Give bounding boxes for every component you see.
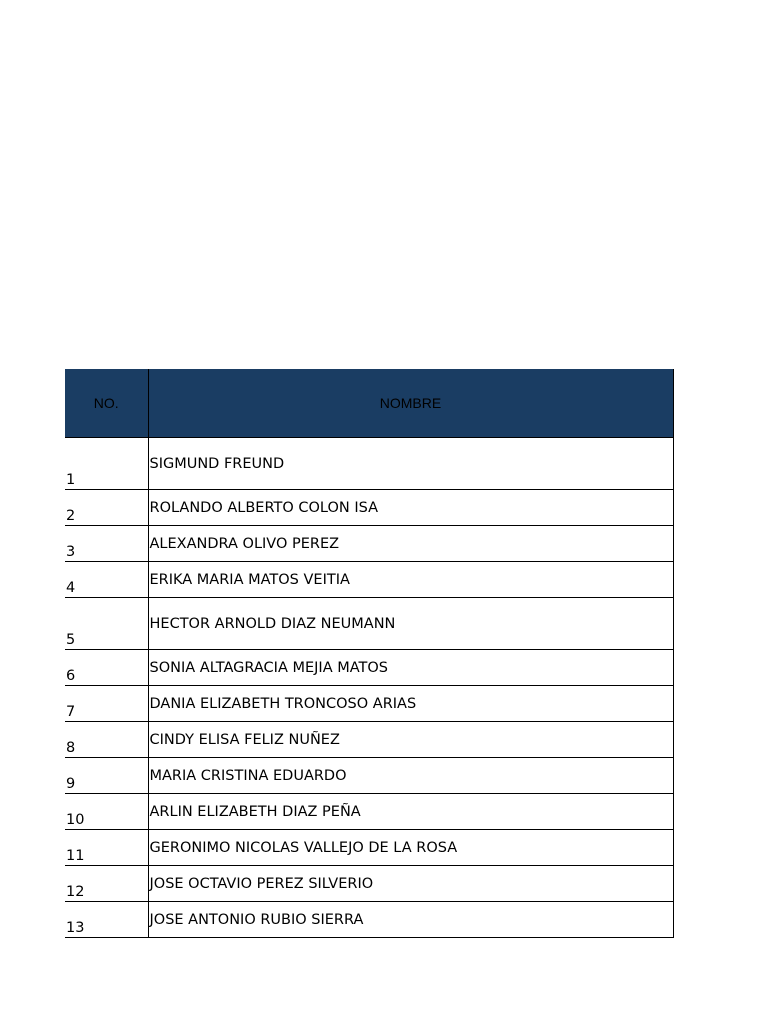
- table-row: [65, 830, 673, 866]
- header-no: NO.: [65, 369, 148, 438]
- table-row: [65, 758, 673, 794]
- header-name: NOMBRE: [148, 369, 673, 438]
- table-body: [65, 438, 673, 938]
- row-number: 2: [65, 490, 148, 526]
- row-name: ROLANDO ALBERTO COLON ISA: [148, 490, 673, 526]
- row-number: 9: [65, 758, 148, 794]
- row-number: 7: [65, 686, 148, 722]
- row-number: 3: [65, 526, 148, 562]
- row-name: ALEXANDRA OLIVO PEREZ: [148, 526, 673, 562]
- row-number: 8: [65, 722, 148, 758]
- row-number: 10: [65, 794, 148, 830]
- row-name: CINDY ELISA FELIZ NUÑEZ: [148, 722, 673, 758]
- row-name: ARLIN ELIZABETH DIAZ PEÑA: [148, 794, 673, 830]
- row-name: SONIA ALTAGRACIA MEJIA MATOS: [148, 650, 673, 686]
- table-row: [65, 438, 673, 490]
- row-name: MARIA CRISTINA EDUARDO: [148, 758, 673, 794]
- row-number: 12: [65, 866, 148, 902]
- table-row: [65, 686, 673, 722]
- table-row: [65, 866, 673, 902]
- table-row: [65, 794, 673, 830]
- row-number: 13: [65, 902, 148, 938]
- table-row: [65, 526, 673, 562]
- table-header-row: [65, 369, 673, 438]
- table-row: [65, 650, 673, 686]
- table-row: [65, 722, 673, 758]
- names-table: [65, 369, 674, 938]
- row-number: 1: [65, 438, 148, 490]
- row-number: 4: [65, 562, 148, 598]
- row-name: GERONIMO NICOLAS VALLEJO DE LA ROSA: [148, 830, 673, 866]
- row-name: ERIKA MARIA MATOS VEITIA: [148, 562, 673, 598]
- row-name: DANIA ELIZABETH TRONCOSO ARIAS: [148, 686, 673, 722]
- row-name: HECTOR ARNOLD DIAZ NEUMANN: [148, 598, 673, 650]
- row-name: SIGMUND FREUND: [148, 438, 673, 490]
- row-number: 11: [65, 830, 148, 866]
- row-name: JOSE OCTAVIO PEREZ SILVERIO: [148, 866, 673, 902]
- row-number: 6: [65, 650, 148, 686]
- table-row: [65, 562, 673, 598]
- row-name: JOSE ANTONIO RUBIO SIERRA: [148, 902, 673, 938]
- table-row: [65, 490, 673, 526]
- table-row: [65, 902, 673, 938]
- table-row: [65, 598, 673, 650]
- row-number: 5: [65, 598, 148, 650]
